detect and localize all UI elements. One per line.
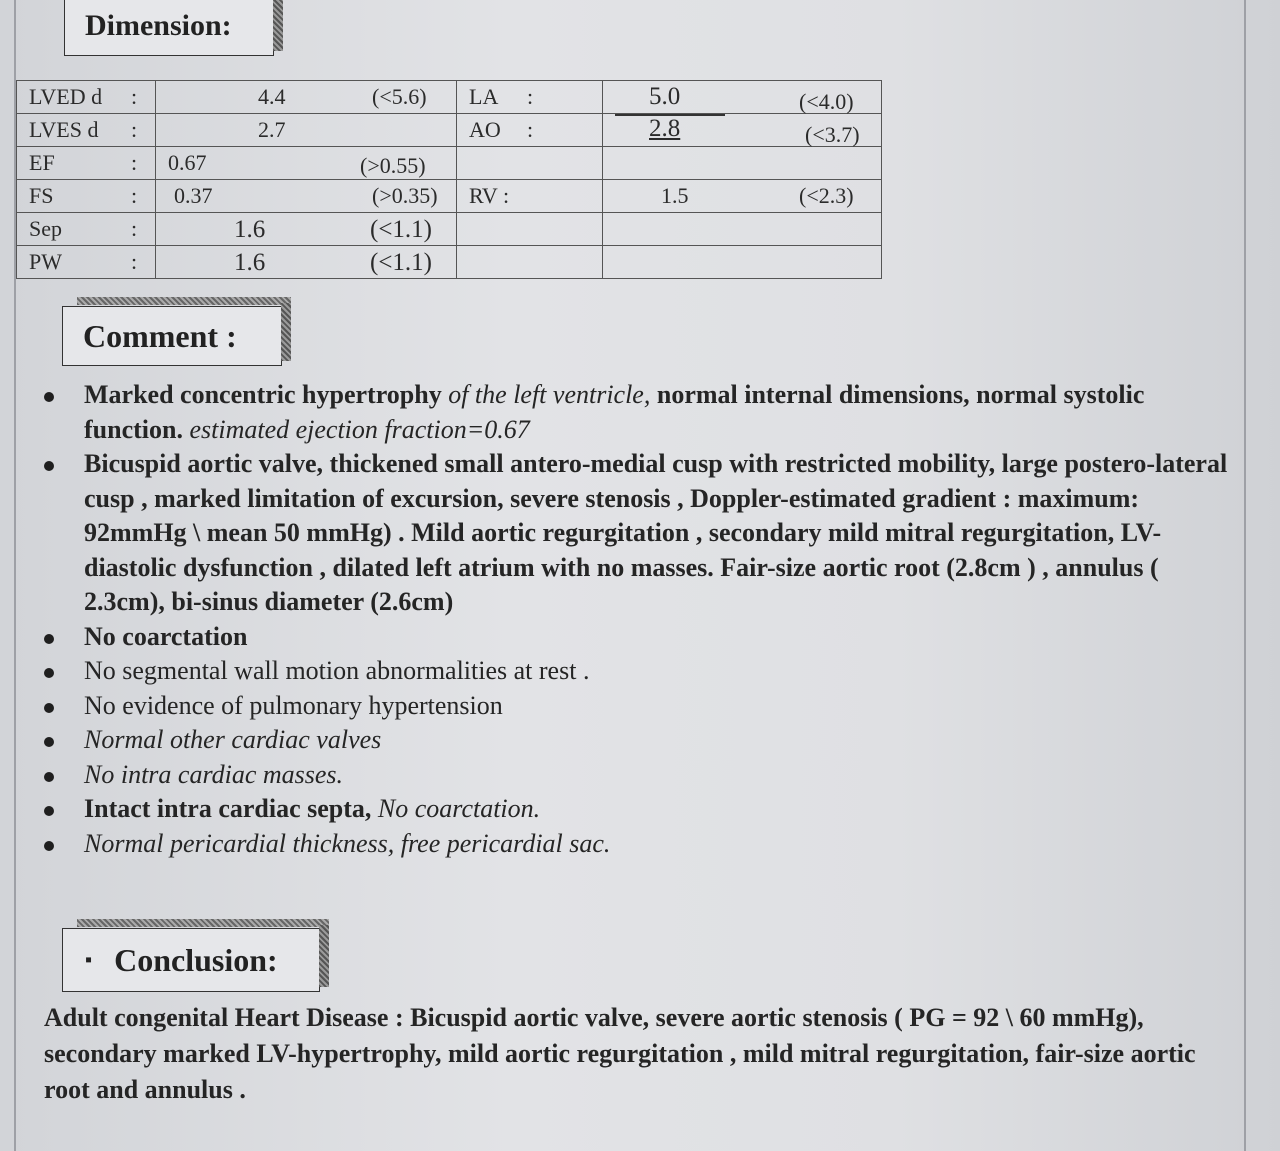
reference-range: (>0.55) <box>360 153 426 178</box>
comment-text: No evidence of pulmonary hypertension <box>84 690 503 720</box>
header-shadow <box>273 0 283 51</box>
comment-header <box>62 306 282 366</box>
conclusion-title: Conclusion: <box>114 941 278 978</box>
list-item <box>40 758 1230 793</box>
dimension-table <box>16 80 882 279</box>
measure-label: Sep <box>29 216 62 241</box>
header-band <box>77 297 291 305</box>
label-cell <box>457 180 603 213</box>
comment-text: Normal pericardial thickness, free pericardial sac. <box>84 828 611 858</box>
value-cell <box>156 147 457 180</box>
colon: : <box>131 249 138 274</box>
value-cell <box>156 114 457 147</box>
table-row <box>17 81 882 114</box>
bullet-icon <box>44 841 54 851</box>
bullet-icon <box>44 806 54 816</box>
colon: : <box>131 150 138 175</box>
table-row <box>17 246 882 279</box>
comment-text: estimated ejection fraction=0.67 <box>189 414 530 444</box>
label-cell <box>457 213 603 246</box>
bullet-icon <box>44 737 54 747</box>
comment-text: Bicuspid aortic valve, thickened small antero-medial cusp with restricted mobility, large postero-lateral cusp , marked limitation of excursion, severe stenosis , Doppler-estimated gradient : maximum: 92mmHg \ mean 50 mmHg) . Mild aortic regurgitation , secondary mild mitral regurgitation, LV- diastolic dysfunction , dilated left atrium with no masses. Fair-size aortic root (2.8cm ) , annulus ( 2.3cm), bi-sinus diameter (2.6cm) <box>84 449 1228 616</box>
colon: : <box>131 183 138 208</box>
value-cell <box>156 180 457 213</box>
measure-label: AO <box>469 117 501 142</box>
reference-range: (<4.0) <box>799 89 854 114</box>
header-shadow <box>319 925 329 987</box>
value-cell <box>603 180 882 213</box>
label-cell <box>17 147 156 180</box>
value-cell <box>156 81 457 114</box>
comment-text: of the left ventricle, <box>448 380 651 409</box>
conclusion-header <box>62 928 320 992</box>
comment-list <box>40 378 1230 861</box>
comment-text: normal internal dimensions, normal systolic function. <box>84 380 1145 444</box>
comment-title: Comment : <box>83 317 237 354</box>
label-cell <box>457 81 603 114</box>
measure-value: 1.6 <box>234 249 266 276</box>
table-row <box>17 147 882 180</box>
dimension-title: Dimension: <box>85 9 232 42</box>
measure-value: 1.6 <box>234 216 266 243</box>
right-page-edge <box>1244 0 1246 1151</box>
colon: : <box>131 117 138 142</box>
value-cell <box>156 246 457 279</box>
measure-value: 0.67 <box>168 150 207 175</box>
value-cell <box>603 114 882 147</box>
measure-value: 1.5 <box>661 183 689 208</box>
reference-range: (>0.35) <box>372 183 438 208</box>
bullet-icon <box>44 772 54 782</box>
colon: : <box>131 84 138 109</box>
measure-value: 2.7 <box>258 117 286 142</box>
comment-text: Normal other cardiac valves <box>84 725 382 754</box>
reference-range: (<2.3) <box>799 183 854 208</box>
measure-value: 5.0 <box>649 83 681 110</box>
reference-range: (<5.6) <box>372 84 427 109</box>
reference-range: (<1.1) <box>370 249 432 276</box>
measure-label: PW <box>29 249 62 274</box>
comment-text: Intact intra cardiac septa, <box>84 794 372 823</box>
dimension-header <box>64 0 274 56</box>
bullet-icon <box>44 392 54 402</box>
list-item <box>40 792 1230 827</box>
reference-range: (<1.1) <box>370 216 432 243</box>
value-cell <box>603 81 882 114</box>
value-cell <box>156 213 457 246</box>
bullet-icon <box>44 703 54 713</box>
label-cell <box>457 246 603 279</box>
reference-range: (<3.7) <box>805 122 860 147</box>
measure-label: LA <box>469 84 499 109</box>
bullet-icon <box>44 634 54 644</box>
label-cell <box>457 147 603 180</box>
label-cell <box>17 213 156 246</box>
table-row <box>17 180 882 213</box>
comment-text: No segmental wall motion abnormalities at rest . <box>84 656 590 685</box>
colon: : <box>503 183 510 208</box>
measure-value: 2.8 <box>649 115 681 142</box>
label-cell <box>457 114 603 147</box>
label-cell <box>17 81 156 114</box>
measure-label: EF <box>29 150 55 175</box>
measure-label: FS <box>29 183 54 208</box>
bullet-icon <box>44 461 54 471</box>
header-shadow <box>281 303 291 361</box>
value-cell <box>603 213 882 246</box>
square-bullet-icon: ▪ <box>85 948 93 971</box>
list-item <box>40 378 1230 447</box>
measure-value: 0.37 <box>174 183 213 208</box>
list-item <box>40 827 1230 862</box>
measure-label: RV <box>469 183 498 208</box>
label-cell <box>17 114 156 147</box>
label-cell <box>17 180 156 213</box>
value-cell <box>603 147 882 180</box>
measure-label: LVES d <box>29 117 99 142</box>
comment-text: No intra cardiac masses. <box>84 759 344 789</box>
list-item <box>40 447 1230 620</box>
list-item <box>40 689 1230 724</box>
label-cell <box>17 246 156 279</box>
colon: : <box>131 216 138 241</box>
bullet-icon <box>44 668 54 678</box>
comment-text: No coarctation. <box>377 794 541 823</box>
list-item <box>40 723 1230 758</box>
colon: : <box>527 117 534 142</box>
list-item <box>40 620 1230 655</box>
list-item <box>40 654 1230 689</box>
table-row <box>17 114 882 147</box>
header-band <box>77 919 329 927</box>
conclusion-text: Adult congenital Heart Disease : Bicuspid aortic valve, severe aortic stenosis ( PG = 92 \ 60 mmHg), secondary marked LV-hypertrophy, mild aortic regurgitation , mild mitral regurgitation, fair-size aortic root and annulus . <box>44 1003 1196 1104</box>
value-cell <box>603 246 882 279</box>
colon: : <box>527 84 534 109</box>
measure-label: LVED d <box>29 84 103 109</box>
comment-text: No coarctation <box>84 621 248 651</box>
table-row <box>17 213 882 246</box>
measure-value: 4.4 <box>258 84 286 109</box>
comment-text: Marked concentric hypertrophy <box>84 380 442 409</box>
